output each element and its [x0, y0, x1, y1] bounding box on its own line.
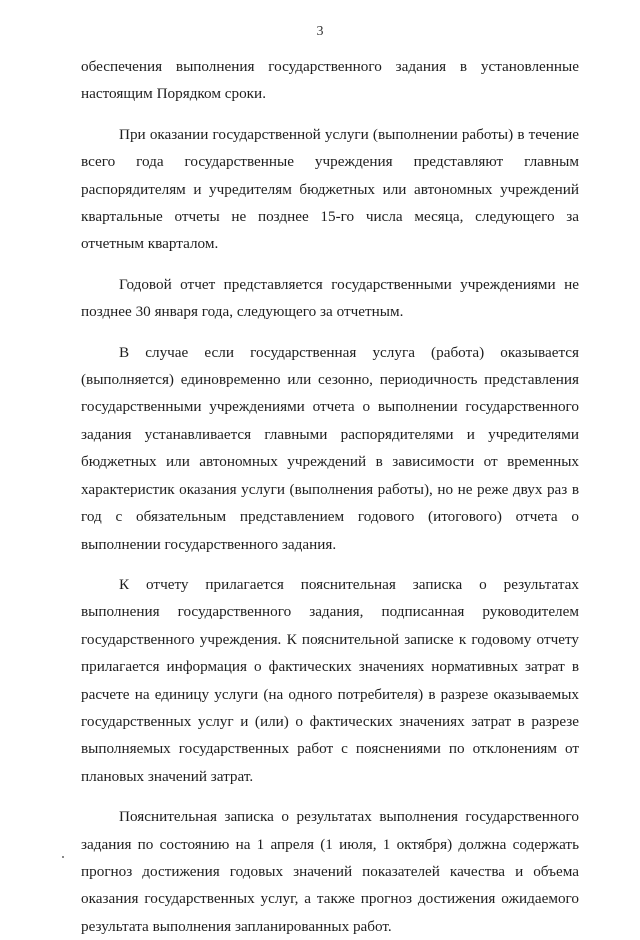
scan-speck [62, 856, 64, 858]
paragraph-continuation: обеспечения выполнения государственного задания в установленные настоящим Порядком сроки. [81, 58, 579, 103]
document-body [81, 53, 579, 940]
paragraph-note-forecast: Пояснительная записка о результатах выполнения государственного задания по состоянию на 1 апреля (1 июля, 1 октября) должна содержать прогноз достижения годовых значений показателей качества и объема оказания государственных услуг, а также прогноз достижения ожидаемого результата выполнения запланированных работ. [81, 808, 579, 935]
paragraph-annual-report: Годовой отчет представляется государственными учреждениями не позднее 30 января года, следующего за отчетным. [81, 275, 579, 321]
page-number: 3 [316, 24, 324, 39]
paragraph-seasonal-services: В случае если государственная услуга (работа) оказывается (выполняется) единовременно или сезонно, периодичность представления государственными учреждениями отчета о выполнении государственного задания устанавливается главными распорядителями и учредителями бюджетных или автономных учреждений в зависимости от временных характеристик оказания услуги (выполнения работы), но не реже двух раз в год с обязательным представлением годового (итогового) отчета о выполнении государственного задания. [81, 343, 579, 553]
paragraph-explanatory-note: К отчету прилагается пояснительная записка о результатах выполнения государственного задания, подписанная руководителем государственного учреждения. К пояснительной записке к годовому отчету прилагается информация о фактических значениях нормативных затрат в расчете на единицу услуги (на одного потребителя) в разрезе оказываемых государственных услуг и (или) о фактических значениях затрат в разрезе выполняемых государственных работ с пояснениями по отклонениям от плановых значений затрат. [81, 575, 579, 785]
paragraph-quarterly-reports: При оказании государственной услуги (выполнении работы) в течение всего года государственные учреждения представляют главным распорядителям и учредителям бюджетных или автономных учреждений квартальные отчеты не позднее 15-го числа месяца, следующего за отчетным кварталом. [81, 125, 579, 253]
